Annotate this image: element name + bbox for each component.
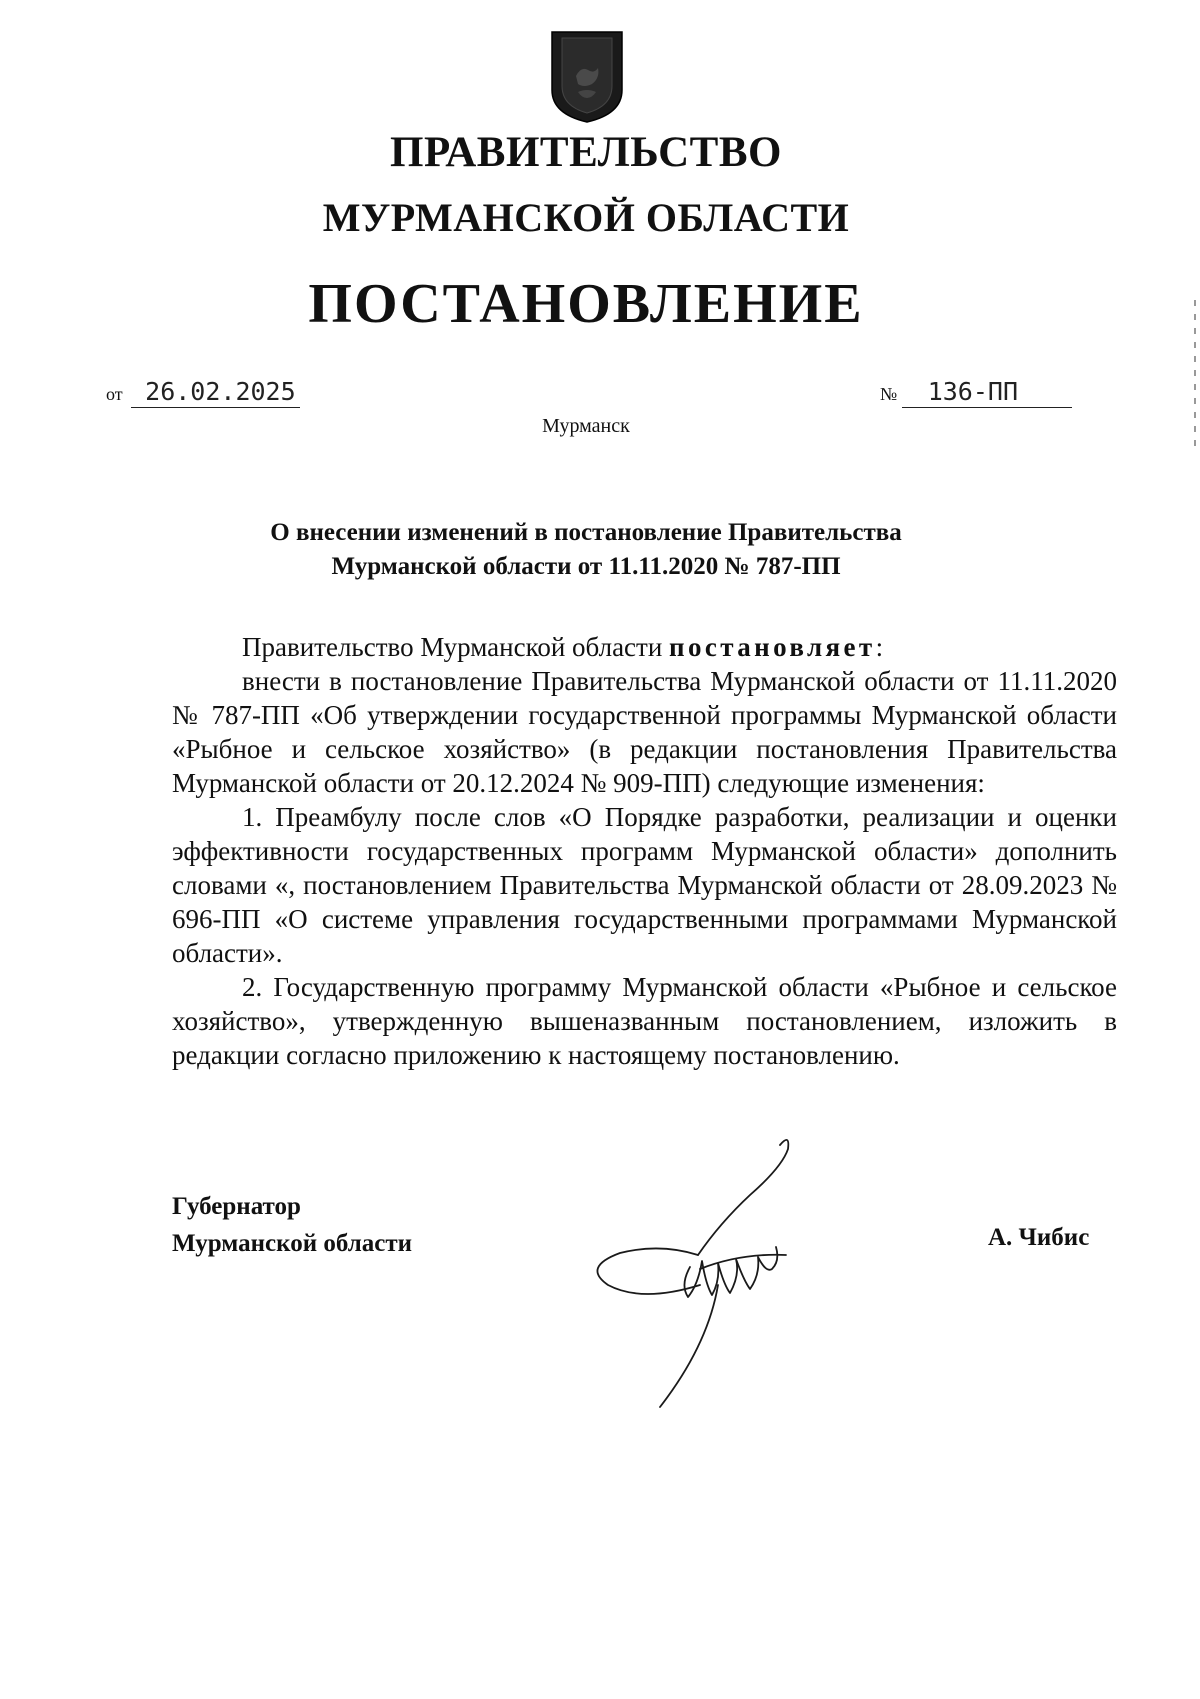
handwritten-signature [590, 1135, 840, 1415]
date-prefix: от [106, 384, 123, 404]
intro-colon: : [875, 632, 884, 662]
org-name-line-2: МУРМАНСКОЙ ОБЛАСТИ [322, 195, 850, 240]
signer-name: А. Чибис [988, 1224, 1090, 1251]
number-value: 136-ПП [902, 377, 1072, 408]
document-date [106, 377, 300, 408]
coat-of-arms-icon [548, 30, 626, 124]
signer-title [172, 1188, 412, 1262]
document-city: Мурманск [542, 415, 630, 437]
body-item-2: 2. Государственную программу Мурманской области «Рыбное и сельское хозяйство», утвержденную вышеназванным постановлением, изложить в редакции согласно приложению к настоящему постановлению. [172, 972, 1117, 1070]
intro-text: Правительство Мурманской области [242, 632, 670, 662]
subject-line-2: Мурманской области от 11.11.2020 № 787-ПП [331, 553, 841, 580]
subject-line-1: О внесении изменений в постановление Правительства [270, 519, 902, 546]
signer-title-line-1: Губернатор [172, 1193, 301, 1220]
body-paragraph-1: внести в постановление Правительства Мурманской области от 11.11.2020 № 787-ПП «Об утверждении государственной программы Мурманской области «Рыбное и сельское хозяйство» (в редакции постановления Правительства Мурманской области от 20.12.2024 № 909-ПП) следующие изменения: [172, 666, 1117, 798]
document-number [880, 377, 1072, 408]
scan-edge-mark [1194, 300, 1196, 450]
intro-paragraph [172, 630, 1117, 664]
document-body [172, 630, 1117, 1072]
document-type-title: ПОСТАНОВЛЕНИЕ [308, 273, 864, 335]
body-item-1: 1. Преамбулу после слов «О Порядке разработки, реализации и оценки эффективности государственных программ Мурманской области» дополнить словами «, постановлением Правительства Мурманской области от 28.09.2023 № 696-ПП «О системе управления государственными программами Мурманской области». [172, 802, 1117, 968]
intro-emphasis: постановляет [669, 632, 876, 662]
number-prefix: № [880, 384, 898, 404]
document-subject [180, 516, 992, 584]
org-name-line-1: ПРАВИТЕЛЬСТВО [390, 129, 782, 176]
date-value: 26.02.2025 [131, 377, 300, 408]
signer-title-line-2: Мурманской области [172, 1230, 413, 1257]
